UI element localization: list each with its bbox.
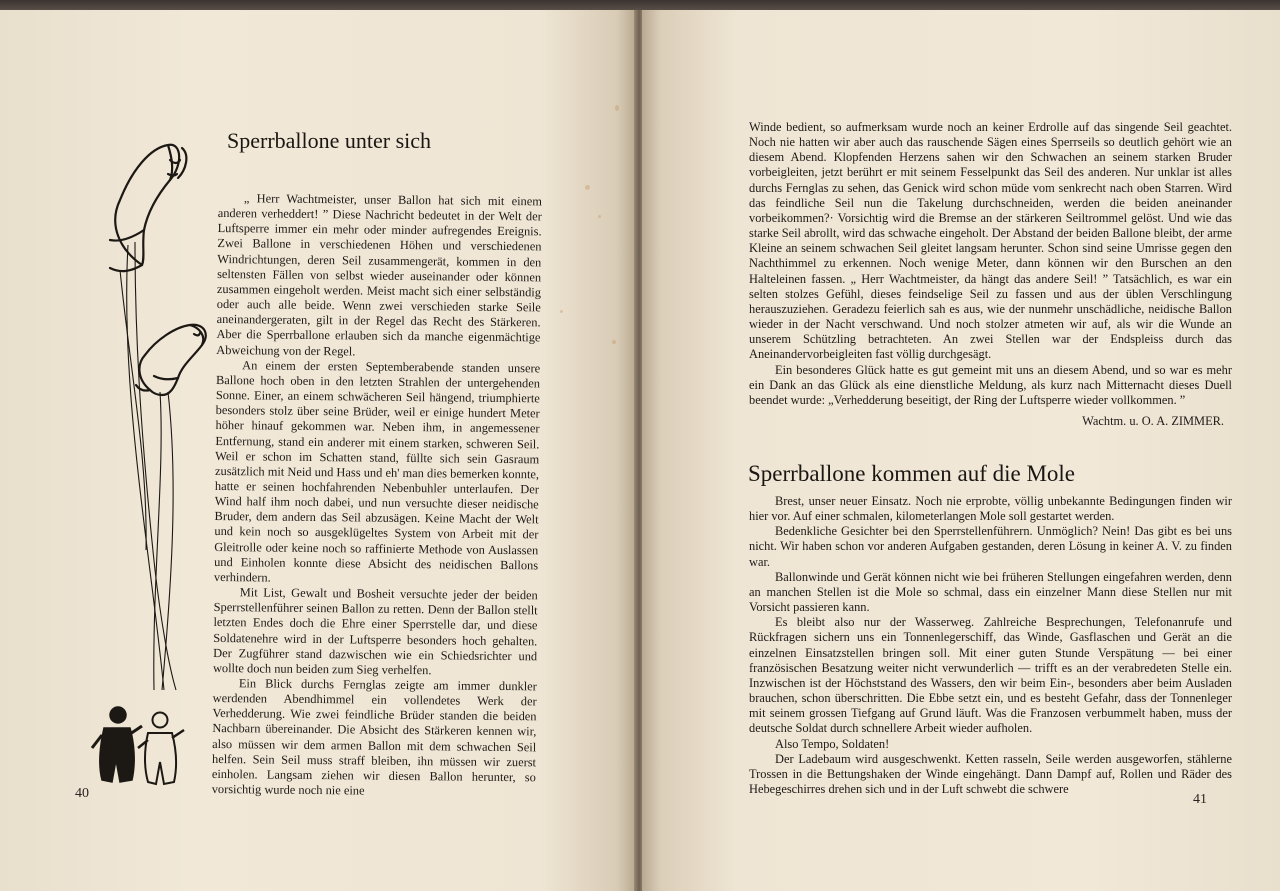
article-title-sperrballone-kommen-auf-die-mole: Sperrballone kommen auf die Mole [748,461,1076,486]
paragraph: „ Herr Wachtmeister, unser Ballon hat sich mit einem anderen verheddert! ” Diese Nachricht bedeutet in der Welt der Luftsperre immer ein mehr oder minder aufregendes Ereignis. Zwei Ballone in verschiedenen Höhen und verschiedenen Windrichtungen, deren Seil zusammengerät, kommen in den seltensten Fällen von selbst wieder auseinander oder können zusammen eingeholt werden. Meist macht sich einer selbständig oder auch alle beide. Wenn zwei verschieden starke Seile aneinandergeraten, gilt in der Regel das Recht des Stärkeren. Aber die Sperrballone erlauben sich da manche eigenmächtige Abweichung von der Regel. [216,191,542,359]
paragraph: Also Tempo, Soldaten! [775,736,890,751]
paragraph: Ein besonderes Glück hatte es gut gemeint mit uns an diesem Abend, und so war es mehr ein Dank an das Glück als eine dienstliche Meldung, als kurz nach Mitternacht dieses Duell beendet wurde: „Verhedderung beseitigt, der Ring der Luftsperre wieder vollkommen. ” [749,362,1232,407]
author-signature: Wachtm. u. O. A. ZIMMER. [1082,413,1224,428]
right-article-body [749,494,1232,797]
paragraph: Ballonwinde und Gerät können nicht wie bei früheren Stellungen eingefahren werden, denn an manchen Stellen ist die Mole so schmal, dass ein einzelner Mann diese Stellen nur mit Vorsicht passieren kann. [749,569,1232,615]
paragraph: Winde bedient, so aufmerksam wurde noch an keiner Erdrolle auf das singende Seil geachtet. Noch nie hatten wir aber auch das rauschende Sägen eines Sperrseils so deutlich gehört wie an diesem Abend. Klopfenden Herzens sahen wir den Schwachen an seinem starken Bruder vorbeigleiten, jetzt berührt er mit seinem Fesselpunkt das Seil des anderen. Nur unklar ist alles durchs Fernglas zu sehen, das Genick wird schon müde vom senkrecht nach oben Starren. Wird das feindliche Seil nun die Takelung durchschneiden, werden die beiden aneinander vorbeikommen?· Vorsichtig wird die Bremse an der stärkeren Seiltrommel gelöst. Und wie das starke Seil abrollt, wird das schwache eingeholt. Der Abstand der beiden Ballone bleibt, der arme Kleine an seinem schwachen Seil gleitet langsam herunter. Schon sind seine Umrisse gegen den Nachthimmel zu erkennen. Noch wenige Meter, dann können wir den Burschen an den Halteleinen fassen. „ Herr Wachtmeister, da hängt das andere Seil! ” Tatsächlich, es war ein selten stolzes Gefühl, dieses feindselige Seil zu fassen und aus der üblen Verschlingung herauszuziehen. Geradezu feierlich sah es aus, wie der nunmehr unschädliche, neidische Ballon wieder in der Nacht verschwand. Und noch stolzer atmeten wir auf, als wir die Wunde an unserem Schützling betrachteten. An zwei Stellen war der Endspleiss durch das Aneinandervorbeigleiten fast völlig durchgesägt. [749,120,1232,362]
right-continuation-body [749,120,1232,429]
paragraph: Bedenkliche Gesichter bei den Sperrstellenführern. Unmöglich? Nein! Das gibt es bei uns nicht. Wir haben schon vor anderen Aufgaben gestanden, deren Lösung in keiner A. V. zu finden war. [749,524,1232,569]
paragraph: Ein Blick durchs Fernglas zeigte am immer dunkler werdenden Abendhimmel ein vollendetes Werk der Verhedderung. Wie zwei feindliche Brüder standen die beiden Nachbarn übereinander. Die Absicht des Stärkeren kennen wir, also müssen wir dem armen Ballon mit dem schwachen Seil helfen. Sein Seil muss straff bleiben, ihn müssen wir zuerst einholen. Langsam ziehen wir diesen Ballon herunter, so vorsichtig wurde noch nie eine [211,676,537,798]
paragraph: Es bleibt also nur der Wasserweg. Zahlreiche Besprechungen, Telefonanrufe und Rückfragen sichern uns ein Tonnenlegerschiff, das Winde, Gasflaschen und Gerät an die einzelnen Einsatzstellen bringen soll. Mit einer guten Stunde Verspätung — bei einer französischen Besatzung weiter nicht verwunderlich — trifft es an der verabredeten Stelle ein. Inzwischen ist der Höchststand des Wassers, den wir beim Ein-, besonders aber beim Ausladen brauchen, schon überschritten. Die Ebbe setzt ein, und es besteht Gefahr, dass der Tonnenleger mit seinem grossen Tiefgang auf Grund läuft. Was die Franzosen verbummelt haben, muss der deutsche Soldat durch schnellere Arbeit wieder aufholen. [749,615,1232,736]
paragraph: Brest, unser neuer Einsatz. Noch nie erprobte, völlig unbekannte Bedingungen finden wir hier vor. Auf einer schmalen, kilometerlangen Mole soll gestartet werden. [749,494,1232,524]
left-article-body [211,191,542,819]
soldiers-figures [92,707,184,784]
paragraph: Der Ladebaum wird ausgeschwenkt. Ketten rasseln, Seile werden ausgeworfen, stählerne Trossen in die Bettungshaken der Winde eingehängt. Dann Dampf auf, Rollen und Räder des Hebegeschirres drehen sich und in der Luft schwebt die schwere [749,751,1232,796]
page-number-left: 40 [75,786,89,801]
right-page [642,10,1280,891]
balloon-illustration [90,130,225,810]
upper-balloon [115,145,179,265]
paragraph: An einem der ersten Septemberabende standen unsere Ballone hoch oben in den letzten Strahlen der untergehenden Sonne. Einer, an einem schwächeren Seil hängend, triumphierte besonders stolz über seine Brüder, weil er einige hundert Meter höher hinauf gekommen war. Neben ihm, in angemessener Entfernung, stand ein anderer mit einem starken, schweren Seil. Weil er schon im Schatten stand, füllte sich sein Gasraum zusätzlich mit Neid und Hass und eh' man dies bemerken konnte, hatte er seinen hochfahrenden Nebenbuhler unterlaufen. Der Wind half ihm noch dabei, und nun versuchte dieser neidische Bruder, dem andern das Seil abzusägen. Keine Macht der Welt und kein noch so ausgeklügeltes System von Arbeit mit der Gleitrolle oder keine noch so raffinierte Methode von Auslassen und Einholen konnte diese Absicht des neidischen Ballons verhindern. [213,357,541,585]
article-title-sperrballone-unter-sich: Sperrballone unter sich [227,128,432,153]
left-page [0,10,636,891]
page-number-right: 41 [1193,792,1207,807]
paragraph: Mit List, Gewalt und Bosheit versuchte jeder der beiden Sperrstellenführer seinen Ballon zu retten. Denn der Ballon stellt letzten Endes doch die Ehre einer Sperrstelle dar, und diese Soldatenehre wird in der Luftsperre besonders hoch gehalten. Der Zugführer stand dazwischen wie ein Schiedsrichter und wollte doch nun beiden zum Sieg verhelfen. [212,585,538,678]
